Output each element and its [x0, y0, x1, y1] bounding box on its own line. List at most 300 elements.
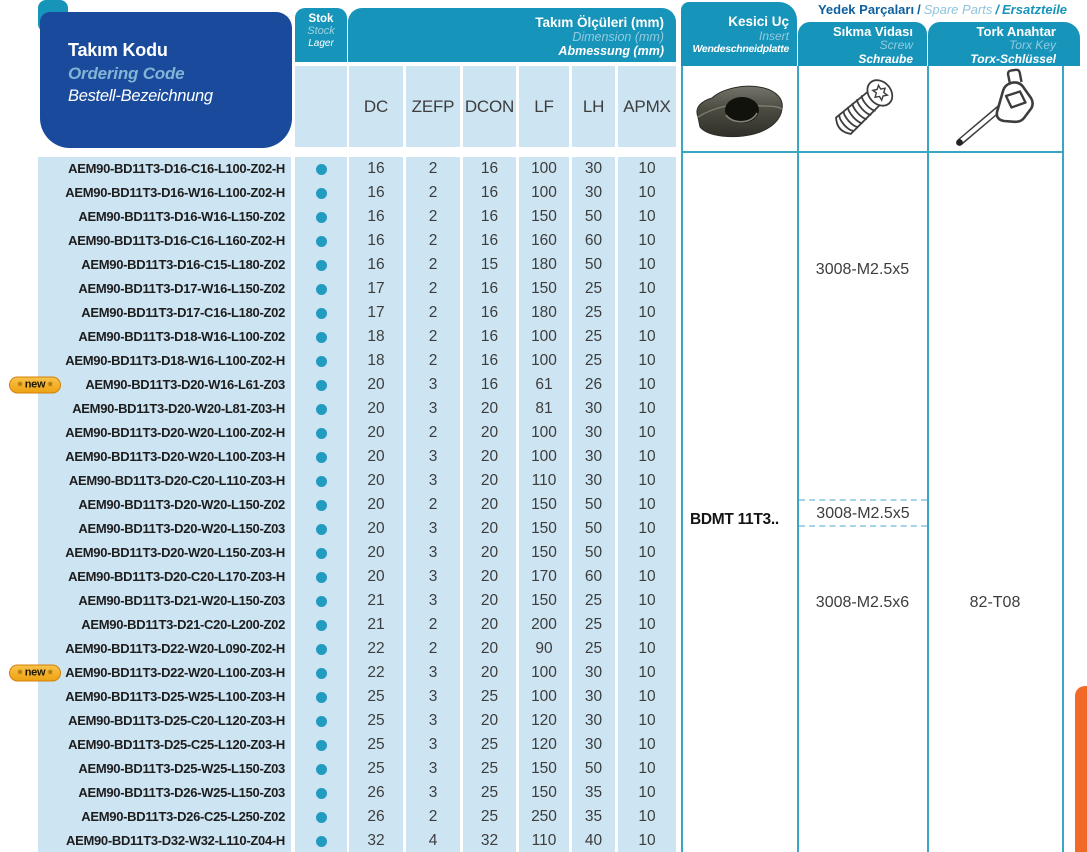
ordering-code-text: AEM90-BD11T3-D20-C20-L170-Z03-H — [68, 569, 285, 584]
new-badge-label: new — [24, 666, 46, 679]
spare-parts-title — [798, 0, 1087, 22]
screw-title-tr: Sıkma Vidası — [833, 24, 913, 39]
ordering-code-cell — [38, 397, 291, 421]
table-row — [38, 541, 676, 565]
lf-value: 90 — [519, 637, 569, 661]
stock-cell — [295, 349, 347, 373]
table-row — [38, 565, 676, 589]
table-row — [38, 181, 676, 205]
lh-value: 50 — [572, 253, 615, 277]
dc-value: 20 — [349, 493, 403, 517]
ordering-code-text: AEM90-BD11T3-D26-W25-L150-Z03 — [78, 785, 285, 800]
apmx-value: 10 — [618, 421, 676, 445]
ordering-code-text: AEM90-BD11T3-D20-W20-L81-Z03-H — [72, 401, 285, 416]
dcon-value: 25 — [463, 757, 516, 781]
stock-dot-icon — [316, 284, 327, 295]
lh-value: 30 — [572, 469, 615, 493]
ordering-code-cell — [17, 373, 291, 397]
ordering-code-cell — [38, 445, 291, 469]
lf-value: 160 — [519, 229, 569, 253]
new-badge — [9, 377, 61, 394]
ordering-code-title-tr: Takım Kodu — [68, 40, 168, 60]
zefp-value: 2 — [406, 277, 460, 301]
dc-value: 21 — [349, 589, 403, 613]
stock-dot-icon — [316, 620, 327, 631]
zefp-value: 3 — [406, 685, 460, 709]
ordering-code-text: AEM90-BD11T3-D20-W20-L150-Z03-H — [65, 545, 285, 560]
stock-dot-icon — [316, 308, 327, 319]
stock-dot-icon — [316, 356, 327, 367]
lf-value: 150 — [519, 277, 569, 301]
ordering-code-text: AEM90-BD11T3-D16-W16-L100-Z02-H — [65, 185, 285, 200]
dcon-value: 16 — [463, 277, 516, 301]
ordering-code-cell — [38, 781, 291, 805]
zefp-value: 3 — [406, 541, 460, 565]
zefp-value: 2 — [406, 613, 460, 637]
table-row — [38, 325, 676, 349]
stock-dot-icon — [316, 740, 327, 751]
zefp-value: 2 — [406, 493, 460, 517]
stock-dot-icon — [316, 788, 327, 799]
lf-value: 81 — [519, 397, 569, 421]
ordering-code-text: AEM90-BD11T3-D20-W20-L100-Z02-H — [65, 425, 285, 440]
insert-title-en: Insert — [758, 29, 789, 43]
lf-value: 150 — [519, 541, 569, 565]
lh-value: 35 — [572, 781, 615, 805]
stock-cell — [295, 373, 347, 397]
apmx-value: 10 — [618, 781, 676, 805]
apmx-value: 10 — [618, 637, 676, 661]
dc-value: 18 — [349, 325, 403, 349]
dcon-value: 20 — [463, 613, 516, 637]
insert-code: BDMT 11T3.. — [690, 511, 779, 528]
stock-dot-icon — [316, 428, 327, 439]
dc-value: 20 — [349, 397, 403, 421]
dc-value: 20 — [349, 517, 403, 541]
lh-value: 50 — [572, 205, 615, 229]
lh-value: 50 — [572, 517, 615, 541]
ordering-code-cell — [38, 541, 291, 565]
apmx-value: 10 — [618, 829, 676, 852]
ordering-code-cell — [38, 229, 291, 253]
dcon-value: 16 — [463, 325, 516, 349]
dc-value: 20 — [349, 373, 403, 397]
ordering-code-text: AEM90-BD11T3-D17-C16-L180-Z02 — [81, 305, 285, 320]
dc-value: 16 — [349, 181, 403, 205]
dc-value: 18 — [349, 349, 403, 373]
dcon-value: 16 — [463, 157, 516, 181]
ordering-code-cell — [38, 493, 291, 517]
ordering-code-cell — [38, 253, 291, 277]
lh-value: 50 — [572, 493, 615, 517]
lf-value: 61 — [519, 373, 569, 397]
lf-value: 110 — [519, 829, 569, 852]
lh-value: 30 — [572, 685, 615, 709]
stock-cell — [295, 493, 347, 517]
insert-title-de: Wendeschneidplatte — [692, 43, 789, 55]
lh-value: 30 — [572, 421, 615, 445]
zefp-value: 2 — [406, 157, 460, 181]
lh-value: 30 — [572, 397, 615, 421]
torx-key-code: 82-T08 — [969, 594, 1021, 611]
torx-column-header — [928, 22, 1080, 66]
stock-cell — [295, 469, 347, 493]
lh-value: 50 — [572, 541, 615, 565]
zefp-value: 3 — [406, 733, 460, 757]
page-edge-tab — [1075, 686, 1087, 852]
ordering-code-cell — [38, 301, 291, 325]
insert-column-header — [681, 2, 797, 66]
ordering-code-text: AEM90-BD11T3-D21-W20-L150-Z03 — [78, 593, 285, 608]
lh-value: 60 — [572, 229, 615, 253]
dimensions-title-en: Dimension (mm) — [572, 30, 664, 44]
lh-value: 35 — [572, 805, 615, 829]
lh-value: 25 — [572, 589, 615, 613]
lf-value: 150 — [519, 493, 569, 517]
ordering-code-cell — [38, 613, 291, 637]
ordering-code-title-en: Ordering Code — [68, 64, 185, 83]
dc-value: 25 — [349, 733, 403, 757]
stock-dot-icon — [316, 404, 327, 415]
dcon-value: 20 — [463, 445, 516, 469]
ordering-code-text: AEM90-BD11T3-D20-W20-L150-Z02 — [78, 497, 285, 512]
ordering-code-cell — [38, 733, 291, 757]
zefp-value: 2 — [406, 181, 460, 205]
lf-value: 150 — [519, 757, 569, 781]
apmx-value: 10 — [618, 757, 676, 781]
table-row — [38, 829, 676, 852]
stock-cell — [295, 397, 347, 421]
stock-dot-icon — [316, 692, 327, 703]
stock-cell — [295, 517, 347, 541]
dc-value: 20 — [349, 421, 403, 445]
lf-value: 100 — [519, 325, 569, 349]
dcon-value: 20 — [463, 397, 516, 421]
zefp-value: 3 — [406, 757, 460, 781]
spare-title-de: Ersatzteile — [1002, 2, 1068, 17]
table-row — [38, 469, 676, 493]
ordering-code-cell — [38, 469, 291, 493]
dcon-value: 16 — [463, 205, 516, 229]
dcon-value: 20 — [463, 661, 516, 685]
stock-cell — [295, 421, 347, 445]
stock-dot-icon — [316, 452, 327, 463]
lh-value: 30 — [572, 445, 615, 469]
ordering-code-text: AEM90-BD11T3-D20-W16-L61-Z03 — [85, 377, 285, 392]
stock-title-en: Stock — [307, 25, 335, 37]
dcon-value: 25 — [463, 685, 516, 709]
screw-title-en: Screw — [879, 38, 913, 52]
stock-dot-icon — [316, 836, 327, 847]
lh-value: 25 — [572, 349, 615, 373]
lf-value: 150 — [519, 781, 569, 805]
zefp-value: 3 — [406, 517, 460, 541]
stock-dot-icon — [316, 212, 327, 223]
zefp-value: 3 — [406, 661, 460, 685]
lh-value: 26 — [572, 373, 615, 397]
dc-value: 20 — [349, 445, 403, 469]
zefp-value: 3 — [406, 445, 460, 469]
lf-value: 100 — [519, 445, 569, 469]
column-header-dc: DC — [349, 66, 403, 147]
screw-column-header — [798, 22, 927, 66]
lf-value: 180 — [519, 301, 569, 325]
stock-dot-icon — [316, 716, 327, 727]
stock-title-tr: Stok — [308, 13, 334, 25]
dcon-value: 16 — [463, 181, 516, 205]
dcon-value: 20 — [463, 637, 516, 661]
stock-dot-icon — [316, 380, 327, 391]
stock-cell — [295, 205, 347, 229]
star-icon: ✳ — [17, 669, 23, 677]
ordering-code-text: AEM90-BD11T3-D16-C16-L100-Z02-H — [68, 161, 285, 176]
spare-title-tr: Yedek Parçaları — [817, 2, 915, 17]
stock-dot-icon — [316, 596, 327, 607]
table-row — [38, 349, 676, 373]
zefp-value: 2 — [406, 205, 460, 229]
stock-cell — [295, 781, 347, 805]
stock-dot-icon — [316, 812, 327, 823]
torx-title-de: Torx-Schlüssel — [970, 52, 1056, 66]
table-row — [38, 685, 676, 709]
apmx-value: 10 — [618, 181, 676, 205]
stock-cell — [295, 733, 347, 757]
dcon-value: 32 — [463, 829, 516, 852]
torx-key-icon — [948, 66, 1038, 150]
lh-value: 25 — [572, 277, 615, 301]
zefp-value: 2 — [406, 301, 460, 325]
new-badge — [9, 665, 61, 682]
star-icon: ✳ — [47, 669, 53, 677]
ordering-code-cell — [38, 517, 291, 541]
dc-value: 17 — [349, 301, 403, 325]
ordering-code-cell — [38, 685, 291, 709]
table-row — [38, 397, 676, 421]
screw-code-group3: 3008-M2.5x6 — [815, 594, 910, 611]
ordering-code-cell — [17, 661, 291, 685]
dcon-value: 20 — [463, 541, 516, 565]
lh-value: 30 — [572, 181, 615, 205]
stock-dot-icon — [316, 260, 327, 271]
stock-dot-icon — [316, 548, 327, 559]
ordering-code-cell — [38, 709, 291, 733]
lf-value: 250 — [519, 805, 569, 829]
zefp-value: 3 — [406, 397, 460, 421]
dc-value: 32 — [349, 829, 403, 852]
stock-column-header — [295, 8, 347, 62]
apmx-value: 10 — [618, 541, 676, 565]
stock-cell — [295, 301, 347, 325]
dc-value: 20 — [349, 469, 403, 493]
lf-value: 120 — [519, 733, 569, 757]
zefp-value: 2 — [406, 421, 460, 445]
stock-cell — [295, 229, 347, 253]
ordering-code-text: AEM90-BD11T3-D25-W25-L100-Z03-H — [65, 689, 285, 704]
separator: / — [995, 2, 999, 17]
stock-cell — [295, 709, 347, 733]
apmx-value: 10 — [618, 517, 676, 541]
ordering-code-cell — [38, 565, 291, 589]
lf-value: 110 — [519, 469, 569, 493]
table-row — [38, 157, 676, 181]
column-header-lf: LF — [519, 66, 569, 147]
table-row — [38, 637, 676, 661]
ordering-code-cell — [38, 349, 291, 373]
zefp-value: 2 — [406, 349, 460, 373]
dimensions-title-tr: Takım Ölçüleri (mm) — [535, 15, 664, 30]
column-header-lh: LH — [572, 66, 615, 147]
star-icon: ✳ — [17, 381, 23, 389]
stock-dot-icon — [316, 764, 327, 775]
zefp-value: 2 — [406, 229, 460, 253]
zefp-value: 3 — [406, 469, 460, 493]
torx-title-tr: Tork Anahtar — [976, 24, 1056, 39]
column-header-zefp: ZEFP — [406, 66, 460, 147]
ordering-code-text: AEM90-BD11T3-D20-W20-L100-Z03-H — [65, 449, 285, 464]
lf-value: 180 — [519, 253, 569, 277]
dcon-value: 16 — [463, 373, 516, 397]
apmx-value: 10 — [618, 469, 676, 493]
apmx-value: 10 — [618, 157, 676, 181]
spare-title-en: Spare Parts — [923, 2, 993, 17]
stock-dot-icon — [316, 188, 327, 199]
apmx-value: 10 — [618, 589, 676, 613]
lf-value: 200 — [519, 613, 569, 637]
ordering-code-text: AEM90-BD11T3-D17-W16-L150-Z02 — [78, 281, 285, 296]
lh-value: 30 — [572, 733, 615, 757]
ordering-code-cell — [38, 757, 291, 781]
stock-title-de: Lager — [308, 38, 334, 49]
dcon-value: 20 — [463, 589, 516, 613]
stock-cell — [295, 277, 347, 301]
stock-dot-icon — [316, 524, 327, 535]
table-row — [38, 277, 676, 301]
dc-value: 25 — [349, 685, 403, 709]
stock-dot-icon — [316, 572, 327, 583]
apmx-value: 10 — [618, 253, 676, 277]
lh-value: 25 — [572, 301, 615, 325]
dc-value: 20 — [349, 565, 403, 589]
stock-cell — [295, 589, 347, 613]
lh-value: 60 — [572, 565, 615, 589]
lf-value: 150 — [519, 517, 569, 541]
torx-screw-icon — [822, 68, 902, 150]
ordering-code-cell — [38, 157, 291, 181]
apmx-value: 10 — [618, 805, 676, 829]
zefp-value: 2 — [406, 325, 460, 349]
ordering-code-text: AEM90-BD11T3-D22-W20-L090-Z02-H — [65, 641, 285, 656]
stock-cell — [295, 541, 347, 565]
dc-value: 16 — [349, 229, 403, 253]
stock-dot-icon — [316, 500, 327, 511]
apmx-value: 10 — [618, 397, 676, 421]
table-row — [38, 517, 676, 541]
table-row — [38, 445, 676, 469]
column-divider — [1062, 66, 1064, 852]
stock-cell — [295, 253, 347, 277]
dc-value: 21 — [349, 613, 403, 637]
ordering-code-text: AEM90-BD11T3-D16-W16-L150-Z02 — [78, 209, 285, 224]
screw-title-de: Schraube — [858, 52, 913, 66]
ordering-code-text: AEM90-BD11T3-D22-W20-L100-Z03-H — [65, 665, 285, 680]
table-row — [38, 589, 676, 613]
lf-value: 100 — [519, 181, 569, 205]
apmx-value: 10 — [618, 493, 676, 517]
stock-dot-icon — [316, 236, 327, 247]
table-row — [17, 373, 676, 397]
lh-value: 25 — [572, 613, 615, 637]
dcon-value: 20 — [463, 469, 516, 493]
table-row — [38, 421, 676, 445]
screw-code-group1: 3008-M2.5x5 — [815, 261, 910, 278]
ordering-code-cell — [38, 277, 291, 301]
new-badge-label: new — [24, 378, 46, 391]
table-row — [38, 781, 676, 805]
dcon-value: 25 — [463, 733, 516, 757]
ordering-code-cell — [38, 325, 291, 349]
lf-value: 120 — [519, 709, 569, 733]
dc-value: 16 — [349, 253, 403, 277]
dcon-value: 20 — [463, 709, 516, 733]
stock-cell — [295, 157, 347, 181]
table-body — [17, 157, 676, 852]
stock-cell — [295, 565, 347, 589]
lh-value: 30 — [572, 661, 615, 685]
ordering-code-title-de: Bestell-Bezeichnung — [68, 87, 213, 105]
stock-dot-icon — [316, 164, 327, 175]
table-row — [38, 253, 676, 277]
lf-value: 100 — [519, 349, 569, 373]
lh-value: 30 — [572, 157, 615, 181]
zefp-value: 3 — [406, 565, 460, 589]
lh-value: 30 — [572, 709, 615, 733]
dc-value: 26 — [349, 805, 403, 829]
lh-value: 25 — [572, 637, 615, 661]
ordering-code-cell — [38, 637, 291, 661]
zefp-value: 4 — [406, 829, 460, 852]
lh-value: 50 — [572, 757, 615, 781]
dcon-value: 16 — [463, 229, 516, 253]
lf-value: 150 — [519, 589, 569, 613]
column-divider — [927, 66, 929, 852]
ordering-code-cell — [38, 589, 291, 613]
dcon-value: 15 — [463, 253, 516, 277]
screw-code-group2: 3008-M2.5x5 — [799, 499, 927, 527]
lf-value: 100 — [519, 661, 569, 685]
dimensions-header — [348, 8, 676, 62]
stock-subheader-cell — [295, 66, 347, 147]
zefp-value: 2 — [406, 253, 460, 277]
ordering-code-text: AEM90-BD11T3-D25-C20-L120-Z03-H — [68, 713, 285, 728]
apmx-value: 10 — [618, 613, 676, 637]
lf-value: 150 — [519, 205, 569, 229]
stock-cell — [295, 805, 347, 829]
column-divider — [797, 66, 799, 852]
dcon-value: 16 — [463, 301, 516, 325]
zefp-value: 3 — [406, 709, 460, 733]
stock-dot-icon — [316, 332, 327, 343]
apmx-value: 10 — [618, 445, 676, 469]
dcon-value: 25 — [463, 805, 516, 829]
zefp-value: 2 — [406, 637, 460, 661]
dc-value: 16 — [349, 157, 403, 181]
ordering-code-text: AEM90-BD11T3-D20-C20-L110-Z03-H — [68, 473, 285, 488]
stock-cell — [295, 757, 347, 781]
zefp-value: 3 — [406, 373, 460, 397]
table-row — [38, 805, 676, 829]
dc-value: 20 — [349, 541, 403, 565]
dc-value: 25 — [349, 709, 403, 733]
